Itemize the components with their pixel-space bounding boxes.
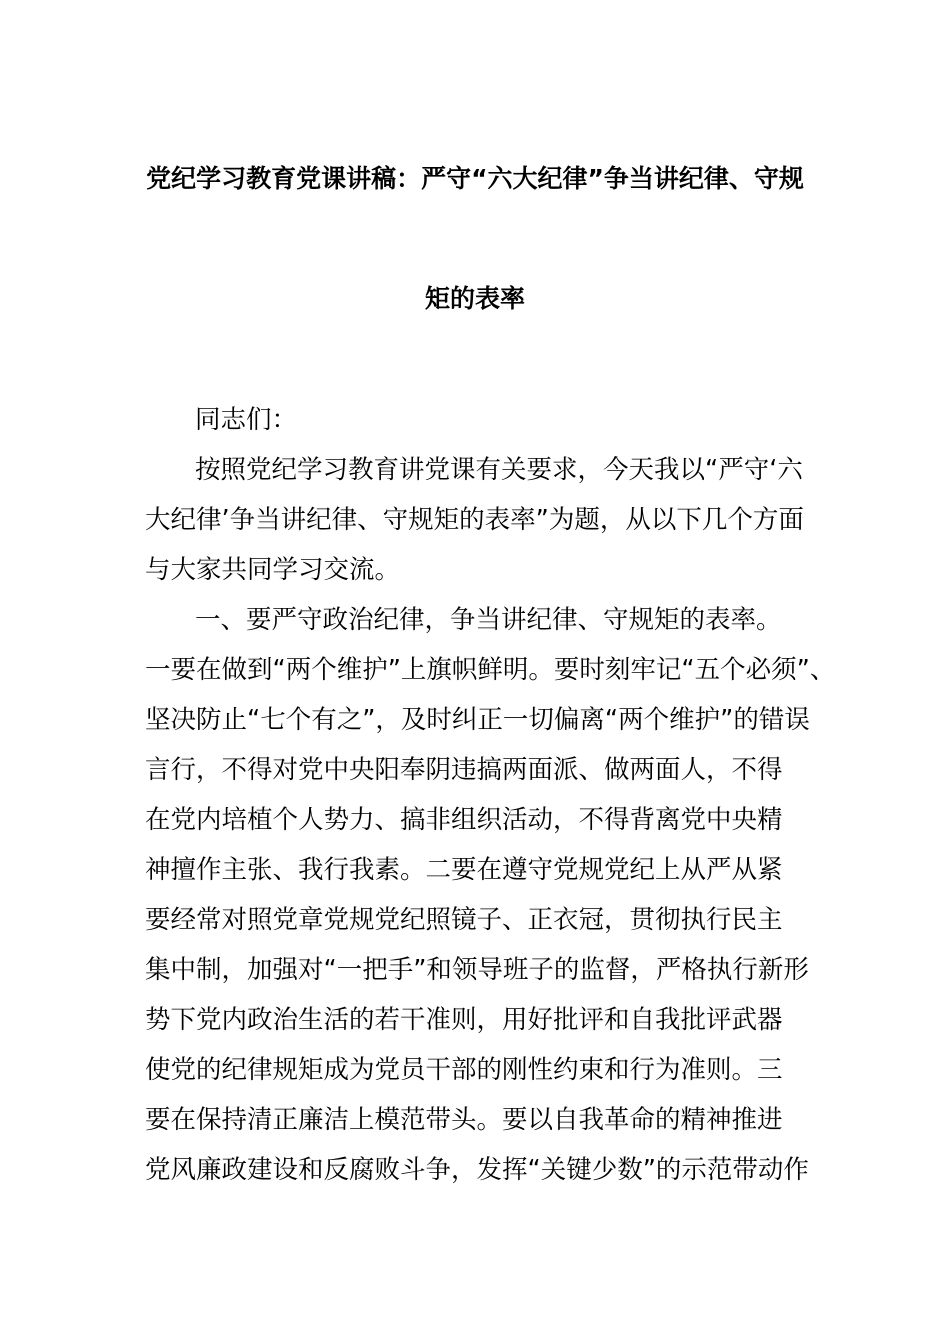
- paragraph-line: 言行，不得对党中央阳奉阴违搞两面派、做两面人，不得: [145, 755, 783, 785]
- paragraph-line: 神擅作主张、我行我素。二要在遵守党规党纪上从严从紧: [145, 855, 783, 885]
- paragraph-line: 集中制，加强对“一把手”和领导班子的监督，严格执行新形: [145, 955, 809, 985]
- salutation: 同志们：: [195, 405, 298, 435]
- paragraph-line: 要经常对照党章党规党纪照镜子、正衣冠，贯彻执行民主: [145, 905, 783, 935]
- paragraph-line: 使党的纪律规矩成为党员干部的刚性约束和行为准则。三: [145, 1055, 783, 1085]
- paragraph-line: 一要在做到“两个维护”上旗帜鲜明。要时刻牢记“五个必须”、: [145, 655, 836, 685]
- document-title-line-1: 党纪学习教育党课讲稿：严守“六大纪律”争当讲纪律、守规: [146, 164, 804, 193]
- paragraph-line: 要在保持清正廉洁上模范带头。要以自我革命的精神推进: [145, 1105, 783, 1135]
- section-heading: 一、要严守政治纪律，争当讲纪律、守规矩的表率。: [195, 605, 782, 635]
- paragraph-line: 大纪律’争当讲纪律、守规矩的表率”为题，从以下几个方面: [145, 505, 804, 535]
- document-title-line-2: 矩的表率: [424, 284, 525, 313]
- paragraph-line: 按照党纪学习教育讲党课有关要求，今天我以“严守‘六: [195, 455, 803, 485]
- paragraph-line: 与大家共同学习交流。: [145, 555, 401, 585]
- paragraph-line: 坚决防止“七个有之”，及时纠正一切偏离“两个维护”的错误: [145, 705, 810, 735]
- paragraph-line: 在党内培植个人势力、搞非组织活动，不得背离党中央精: [145, 805, 783, 835]
- paragraph-line: 党风廉政建设和反腐败斗争，发挥“关键少数”的示范带动作: [145, 1155, 809, 1185]
- paragraph-line: 势下党内政治生活的若干准则，用好批评和自我批评武器: [145, 1005, 783, 1035]
